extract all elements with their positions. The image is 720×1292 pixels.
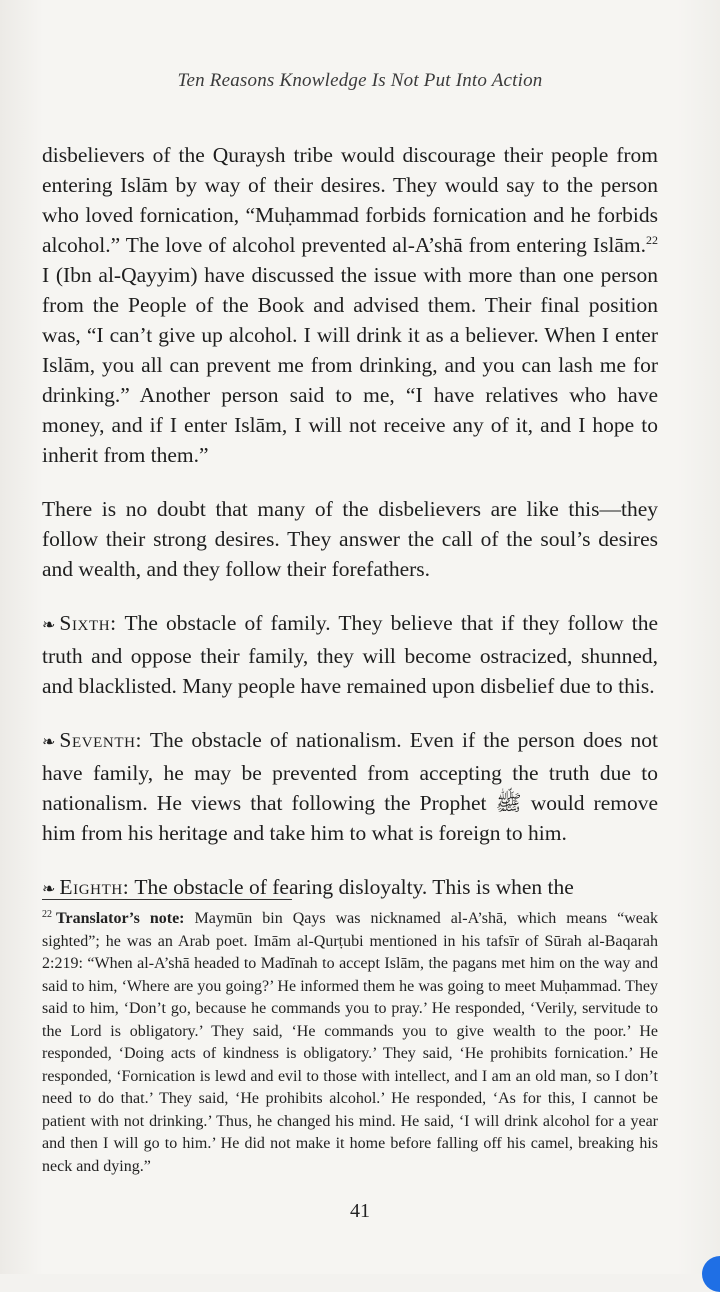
section-heading-sixth: Sixth: [59,611,117,635]
paragraph-eighth [42,872,658,905]
paragraph-2: There is no doubt that many of the disbelievers are like this—they follow their strong desires. They answer the call of the soul’s desires and wealth, and they follow their forefathers. [42,497,658,581]
paragraph-1-text-b: I (Ibn al-Qayyim) have discussed the issue with more than one person from the People of the Book and advised them. Their final position was, “I can’t give up alcohol. I will drink it as a believer. When I enter Islām, you all can prevent me from drinking, and you can lash me for drinking.” Another person said to me, “I have relatives who have money, and if I enter Islām, I will not receive any of it, and I hope to inherit from them.” [42,263,658,467]
page-number: 41 [350,1200,370,1222]
footnote-22 [42,908,658,1178]
footnote-label: Translator’s note: [56,910,185,927]
paragraph-sixth [42,608,658,701]
ornament-icon: ❧ [42,617,56,634]
ornament-icon: ❧ [42,881,56,898]
running-head: Ten Reasons Knowledge Is Not Put Into Action [177,70,543,91]
paragraph-1-text-a: disbelievers of the Quraysh tribe would discourage their people from entering Islām by way of their desires. They would say to the person who loved fornication, “Muḥammad forbids fornication and he forbids alcohol.” The love of alcohol prevented al-A’shā from entering Islām. [42,143,658,257]
footnote-divider [42,899,292,900]
corner-blue-circle [702,1256,720,1292]
paragraph-eighth-text: The obstacle of fearing disloyalty. This is when the [129,875,574,899]
section-heading-eighth: Eighth: [59,875,130,899]
footnote-reference[interactable]: 22 [646,232,658,247]
paragraph-1 [42,140,658,470]
paragraph-seventh-text: The obstacle of nationalism. Even if the person does not have family, he may be prevented from accepting the truth due to nationalism. He views that following the Prophet ﷺ would remove him from his heritage and take him to what is foreign to him. [42,728,659,845]
footnote-text: Maymūn bin Qays was nicknamed al-A’shā, which means “weak sighted”; he was an Arab poet. Imām al-Qurṭubi mentioned in his tafsīr of Sūrah al-Baqarah 2:219: “When al-A’shā headed to Madīnah to accept Islām, the pagans met him on the way and said to him, ‘Where are you going?’ He informed them he was going to meet Muḥammad. They said to him, ‘Don’t go, because he commands you to pray.’ He responded, ‘Verily, servitude to the Lord is obligatory.’ They said, ‘He commands you to give wealth to the poor.’ He responded, ‘Doing acts of kindness is obligatory.’ They said, ‘He prohibits fornication.’ He responded, ‘Fornication is lewd and evil to those with intellect, and I am an old man, so I don’t need to do that.’ They said, ‘He prohibits alcohol.’ He responded, ‘As for this, I cannot be patient with not drinking.’ Thus, he changed his mind. He said, ‘I will drink alcohol for a year and then I will go to him.’ He did not make it home before falling off his camel, breaking his neck and dying.” [42,910,658,1175]
paragraph-seventh [42,725,658,848]
ornament-icon: ❧ [42,734,56,751]
main-text [42,140,658,929]
footnote-number: 22 [42,908,52,920]
section-heading-seventh: Seventh: [59,728,143,752]
paragraph-sixth-text: The obstacle of family. They believe that if they follow the truth and oppose their family, they will become ostracized, shunned, and blacklisted. Many people have remained upon disbelief due to this. [42,611,658,698]
